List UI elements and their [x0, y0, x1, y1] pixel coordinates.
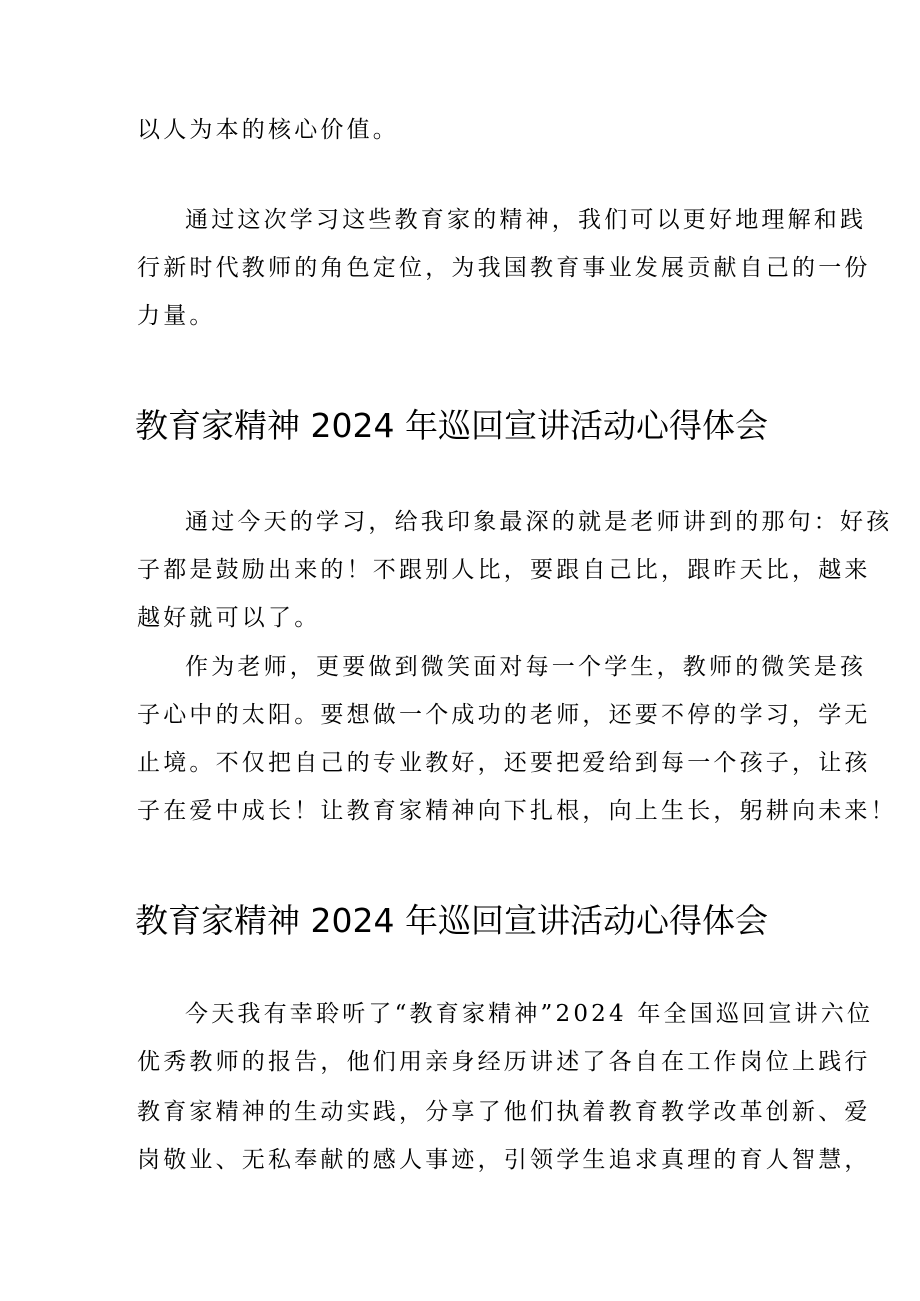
paragraph-line: 力量。: [137, 303, 216, 329]
paragraph-line: 教育家精神的生动实践，分享了他们执着教育教学改革创新、爱: [137, 1099, 871, 1125]
section-heading: 教育家精神 2024 年巡回宣讲活动心得体会: [135, 901, 768, 940]
section-heading: 教育家精神 2024 年巡回宣讲活动心得体会: [135, 406, 768, 445]
paragraph-line: 子心中的太阳。要想做一个成功的老师，还要不停的学习，学无: [137, 702, 871, 728]
paragraph-line: 通过这次学习这些教育家的精神，我们可以更好地理解和践: [185, 207, 867, 233]
paragraph-line: 岗敬业、无私奉献的感人事迹，引领学生追求真理的育人智慧，: [137, 1147, 871, 1173]
paragraph-line: 行新时代教师的角色定位，为我国教育事业发展贡献自己的一份: [137, 255, 871, 281]
paragraph-line: 通过今天的学习，给我印象最深的就是老师讲到的那句：好孩: [185, 509, 893, 535]
paragraph-line: 子在爱中成长！让教育家精神向下扎根，向上生长，躬耕向未来！: [137, 798, 897, 824]
paragraph-line: 以人为本的核心价值。: [137, 117, 399, 143]
paragraph-line: 作为老师，更要做到微笑面对每一个学生，教师的微笑是孩: [185, 654, 867, 680]
paragraph-line: 今天我有幸聆听了“教育家精神”2024 年全国巡回宣讲六位: [185, 1001, 874, 1027]
paragraph-line: 优秀教师的报告，他们用亲身经历讲述了各自在工作岗位上践行: [137, 1049, 871, 1075]
paragraph-line: 子都是鼓励出来的！不跟别人比，要跟自己比，跟昨天比，越来: [137, 557, 871, 583]
paragraph-line: 越好就可以了。: [137, 605, 321, 631]
paragraph-line: 止境。不仅把自己的专业教好，还要把爱给到每一个孩子，让孩: [137, 750, 871, 776]
